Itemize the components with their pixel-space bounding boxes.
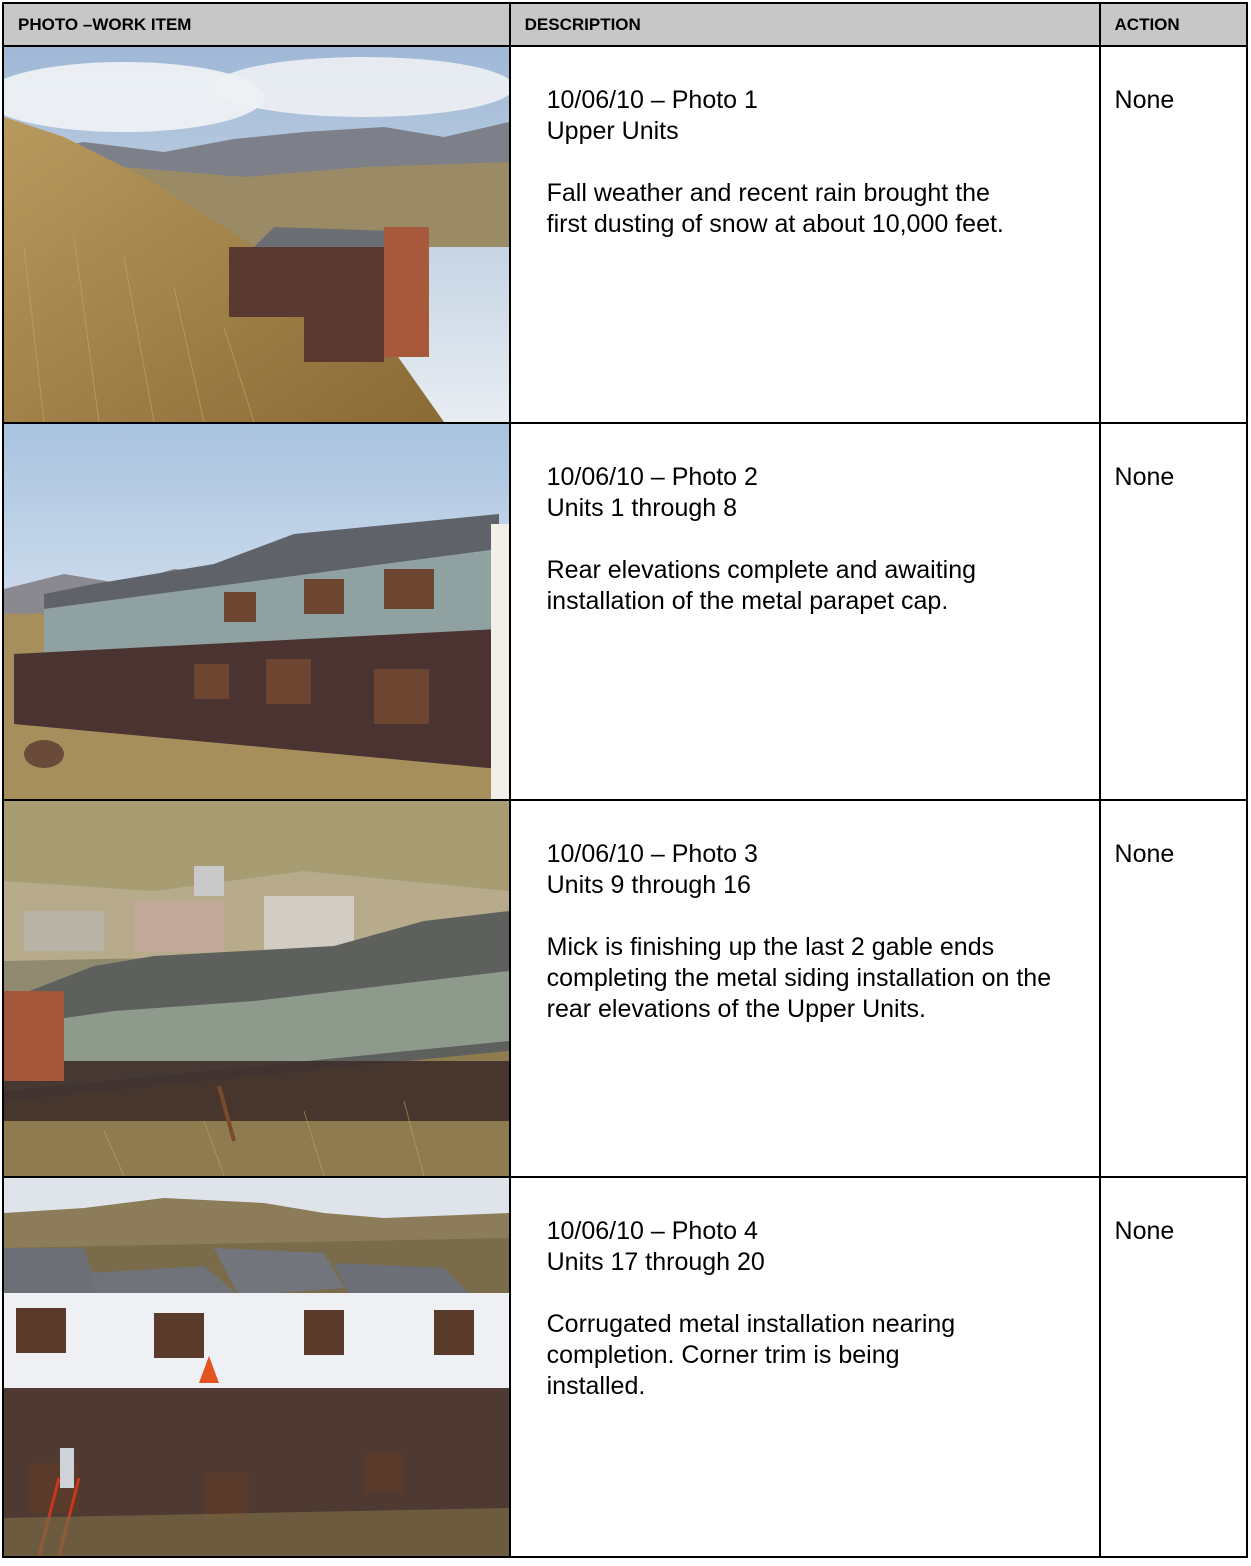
table-row — [3, 1177, 1247, 1557]
photo-subtitle: Units 9 through 16 — [546, 871, 751, 899]
progress-report-table — [2, 2, 1248, 1558]
photo-units-tyvek-wrap — [4, 1178, 509, 1556]
photo-subtitle: Units 1 through 8 — [546, 494, 738, 522]
header-description: DESCRIPTION — [510, 3, 1100, 46]
description-cell — [510, 1177, 1100, 1557]
photo-cell — [3, 1177, 510, 1557]
action-cell: None — [1100, 423, 1247, 800]
photo-row-of-units-rear — [4, 424, 509, 799]
photo-description: Rear elevations complete and awaiting installation of the metal parapet cap. — [546, 556, 977, 615]
action-cell: None — [1100, 46, 1247, 423]
photo-date-title: 10/06/10 – Photo 3 — [546, 840, 758, 868]
description-cell — [510, 423, 1100, 800]
photo-subtitle: Upper Units — [546, 117, 679, 145]
photo-subtitle: Units 17 through 20 — [546, 1248, 765, 1276]
table-row — [3, 46, 1247, 423]
photo-cell — [3, 46, 510, 423]
photo-date-title: 10/06/10 – Photo 2 — [546, 463, 758, 491]
photo-description: Corrugated metal installation nearing completion. Corner trim is being installed. — [546, 1310, 956, 1400]
description-cell — [510, 800, 1100, 1177]
header-photo-work-item: PHOTO –WORK ITEM — [3, 3, 510, 46]
photo-cell — [3, 423, 510, 800]
photo-mountain-hillside-units — [4, 47, 509, 422]
photo-description: Mick is finishing up the last 2 gable ends completing the metal siding installation on the rear elevations of the Upper Units. — [546, 933, 1052, 1023]
table-row — [3, 800, 1247, 1177]
photo-date-title: 10/06/10 – Photo 1 — [546, 86, 758, 114]
table-row — [3, 423, 1247, 800]
photo-date-title: 10/06/10 – Photo 4 — [546, 1217, 758, 1245]
action-cell: None — [1100, 800, 1247, 1177]
photo-description: Fall weather and recent rain brought the first dusting of snow at about 10,000 feet. — [546, 179, 1004, 238]
description-cell — [510, 46, 1100, 423]
action-cell: None — [1100, 1177, 1247, 1557]
table-header-row — [3, 3, 1247, 46]
header-action: ACTION — [1100, 3, 1247, 46]
photo-units-above-town — [4, 801, 509, 1176]
photo-cell — [3, 800, 510, 1177]
